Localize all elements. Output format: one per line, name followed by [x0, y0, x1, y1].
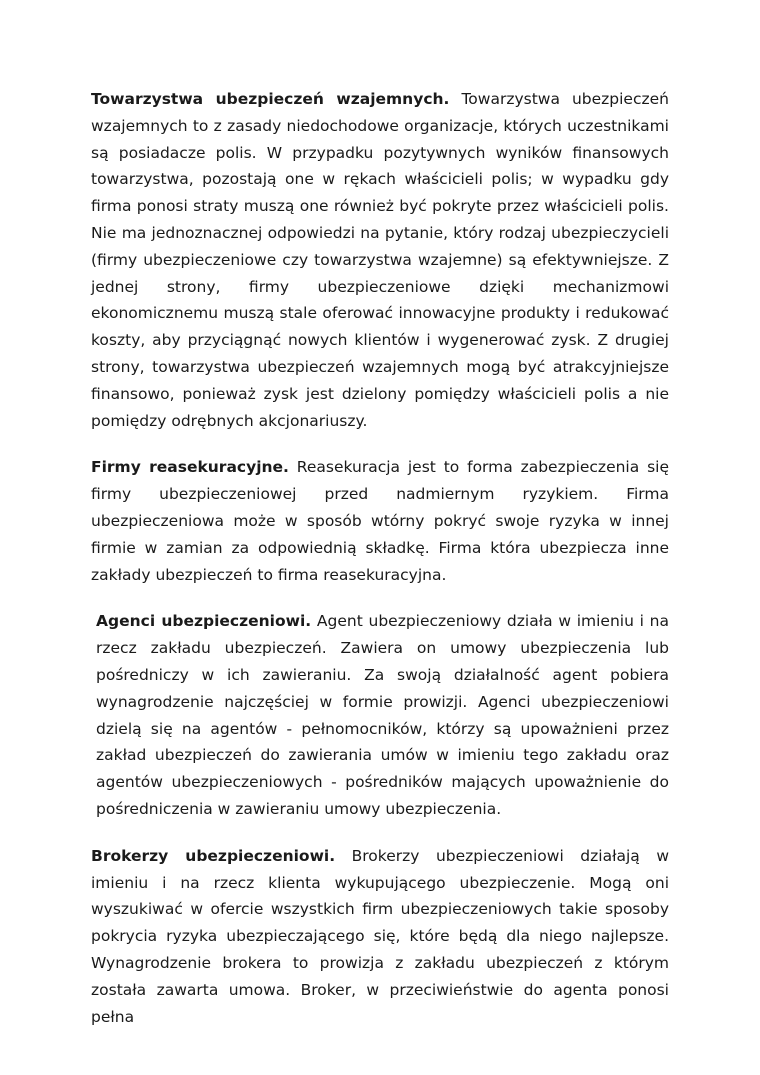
paragraph-heading: Agenci ubezpieczeniowi. — [96, 612, 312, 631]
paragraph-text: Towarzystwa ubezpieczeń wzajemnych to z zasady niedochodowe organizacje, których uczestnikami są posiadacze polis. W przypadku pozytywnych wyników finansowych towarzystwa, pozostają one w rękach właścicieli polis; w wypadku gdy firma ponosi straty muszą one również być pokryte przez właścicieli polis. Nie ma jednoznacznej odpowiedzi na pytanie, który rodzaj ubezpieczycieli (firmy ubezpieczeniowe czy towarzystwa wzajemne) są efektywniejsze. Z jednej strony, firmy ubezpieczeniowe dzięki mechanizmowi ekonomicznemu muszą stale oferować innowacyjne produkty i redukować koszty, aby przyciągnąć nowych klientów i wygenerować zysk. Z drugiej strony, towarzystwa ubezpieczeń wzajemnych mogą być atrakcyjniejsze finansowo, ponieważ zysk jest dzielony pomiędzy właścicieli polis a nie pomiędzy odrębnych akcjonariuszy. — [91, 90, 669, 430]
paragraph-heading: Towarzystwa ubezpieczeń wzajemnych. — [91, 90, 450, 108]
paragraph-insurance-agents — [91, 608, 669, 822]
paragraph-reinsurance — [91, 454, 669, 588]
paragraph-heading: Brokerzy ubezpieczeniowi. — [91, 846, 336, 865]
paragraph-heading: Firmy reasekuracyjne. — [91, 458, 289, 477]
paragraph-mutual-insurance — [91, 86, 669, 434]
paragraph-text: Reasekuracja jest to forma zabezpieczenia się firmy ubezpieczeniowej przed nadmiernym ryzykiem. Firma ubezpieczeniowa może w sposób wtórny pokryć swoje ryzyka w innej firmie w zamian za odpowiednią składkę. Firma która ubezpiecza inne zakłady ubezpieczeń to firma reasekuracyjna. — [91, 458, 669, 584]
document-page — [91, 86, 669, 1030]
paragraph-insurance-brokers — [91, 843, 669, 1031]
paragraph-text: Brokerzy ubezpieczeniowi działają w imieniu i na rzecz klienta wykupującego ubezpieczenie. Mogą oni wyszukiwać w ofercie wszystkich firm ubezpieczeniowych takie sposoby pokrycia ryzyka ubezpieczającego się, które będą dla niego najlepsze. Wynagrodzenie brokera to prowizja z zakładu ubezpieczeń z którym została zawarta umowa. Broker, w przeciwieństwie do agenta ponosi pełna — [91, 846, 669, 1026]
paragraph-text: Agent ubezpieczeniowy działa w imieniu i na rzecz zakładu ubezpieczeń. Zawiera on umowy ubezpieczenia lub pośredniczy w ich zawieraniu. Za swoją działalność agent pobiera wynagrodzenie najczęściej w formie prowizji. Agenci ubezpieczeniowi dzielą się na agentów - pełnomocników, którzy są upoważnieni przez zakład ubezpieczeń do zawierania umów w imieniu tego zakładu oraz agentów ubezpieczeniowych - pośredników mających upoważnienie do pośredniczenia w zawieraniu umowy ubezpieczenia. — [96, 612, 670, 818]
